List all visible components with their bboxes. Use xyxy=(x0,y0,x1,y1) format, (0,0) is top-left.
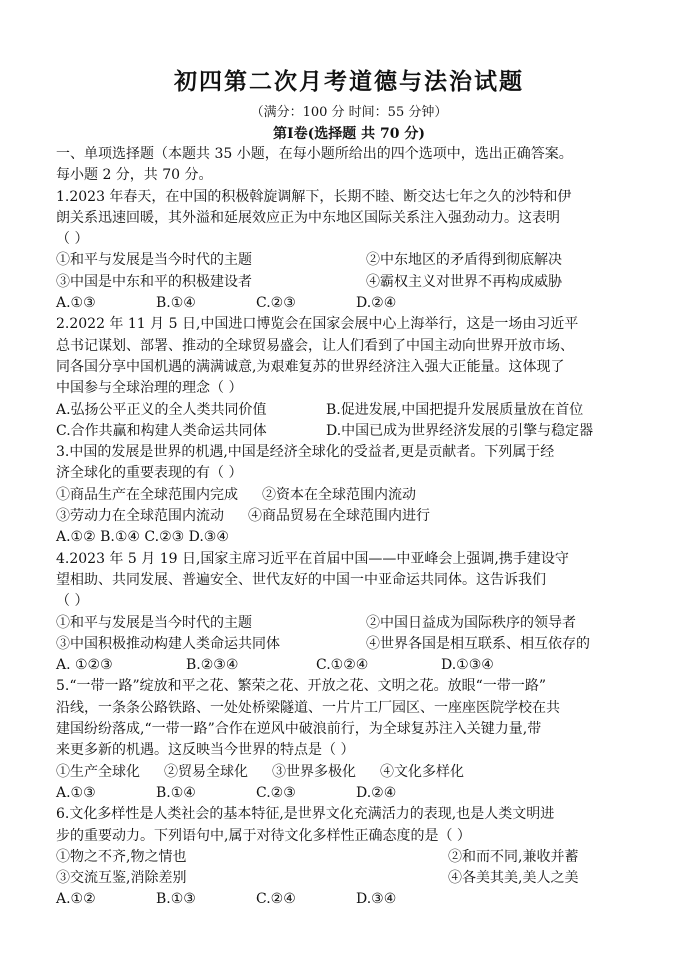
option-row xyxy=(56,613,642,634)
question-stem: 2.2022 年 11 月 5 日,中国进口博览会在国家会展中心上海举行，这是一场由习近平 xyxy=(56,316,579,333)
question-4 xyxy=(56,549,642,677)
option-row xyxy=(56,485,642,506)
option-row xyxy=(56,272,642,293)
question-stem: 朗关系迅速回暖，其外溢和延展效应正为中东地区国际关系注入强劲动力。这表明 xyxy=(56,209,560,226)
option: ①商品生产在全球范围内完成 xyxy=(56,486,238,503)
question-stem: 步的重要动力。下列语句中,属于对待文化多样性正确态度的是（ ） xyxy=(56,827,471,844)
option: ③交流互鉴,消除差别 xyxy=(56,870,187,887)
question-stem: 望相助、共同发展、普遍安全、世代友好的中国一中亚命运共同体。这告诉我们 xyxy=(56,571,546,588)
option: ①生产全球化 xyxy=(56,763,140,780)
option: ②中东地区的矛盾得到彻底解决 xyxy=(366,252,562,269)
answer-choice: B.①③ xyxy=(156,891,196,908)
option: ④文化多样化 xyxy=(380,763,464,780)
question-stem: 3.中国的发展是世界的机遇,中国是经济全球化的受益者,更是贡献者。下列属于经 xyxy=(56,444,555,461)
option-row xyxy=(56,506,642,527)
answer-choice: C.合作共赢和构建人类命运共同体 xyxy=(56,422,267,439)
exam-info: （满分：100 分 时间：55 分钟） xyxy=(250,105,448,120)
answer-choice: A.弘扬公平正义的全人类共同价值 xyxy=(56,401,267,418)
answer-choice: D.中国已成为世界经济发展的引擎与稳定器 xyxy=(326,422,594,439)
answer-choice: D.②④ xyxy=(356,784,397,801)
option-row xyxy=(56,634,642,655)
option: ①和平与发展是当今时代的主题 xyxy=(56,252,252,269)
option: ④霸权主义对世界不再构成威胁 xyxy=(366,273,562,290)
answer-choice: B.①④ xyxy=(156,784,196,801)
answer-choice: D.②④ xyxy=(356,295,397,312)
question-stem: 1.2023 年春天，在中国的积极斡旋调解下，长期不睦、断交达七年之久的沙特和伊 xyxy=(56,188,572,205)
option: ④世界各国是相互联系、相互依存的 xyxy=(366,635,590,652)
question-stem: 总书记谋划、部署、推动的全球贸易盛会，让人们看到了中国主动向世界开放市场、 xyxy=(56,337,574,354)
answer-choice: D.③④ xyxy=(356,891,397,908)
answer-choice: A. ①②③ xyxy=(56,657,113,674)
option: ③劳动力在全球范围内流动 xyxy=(56,508,224,525)
answer-choice: C.①②④ xyxy=(316,657,369,674)
answer-choice: B.①④ xyxy=(156,295,196,312)
question-stem: （ ） xyxy=(56,231,89,248)
instruction-line: 一、单项选择题（本题共 35 小题，在每小题所给出的四个选项中，选出正确答案。 xyxy=(56,146,573,162)
question-stem: 5.“一带一路”绽放和平之花、繁荣之花、开放之花、文明之花。放眼“一带一路” xyxy=(56,678,546,695)
question-stem: 同各国分享中国机遇的满满诚意,为艰难复苏的世界经济注入强大正能量。这体现了 xyxy=(56,358,565,375)
question-stem: 4.2023 年 5 月 19 日,国家主席习近平在首届中国——中亚峰会上强调,携手建设守 xyxy=(56,550,569,567)
answer-choice: C.②③ xyxy=(256,784,296,801)
instruction-line: 每小题 2 分，共 70 分。 xyxy=(56,167,213,184)
answer-choice: A.①③ xyxy=(56,784,96,801)
option-row xyxy=(56,868,642,889)
option: ③世界多极化 xyxy=(272,763,356,780)
question-6 xyxy=(56,804,642,910)
option: ④各美其美,美人之美 xyxy=(448,870,579,887)
option: ②和而不同,兼收并蓄 xyxy=(448,848,579,865)
answer-row xyxy=(56,421,642,442)
option-row xyxy=(56,762,642,783)
answer-row xyxy=(56,293,642,314)
answer-choice: D.①③④ xyxy=(441,657,494,674)
question-stem: 沿线，一条条公路铁路、一处处桥梁隧道、一片片工厂园区、一座座医院学校在共 xyxy=(56,699,560,716)
answer-choice: B.促进发展,中国把提升发展质量放在首位 xyxy=(326,401,584,418)
question-stem: （ ） xyxy=(56,593,89,610)
answer-row: A.①② B.①④ C.②③ D.③④ xyxy=(56,529,229,546)
option-row xyxy=(56,847,642,868)
option: ②中国日益成为国际秩序的领导者 xyxy=(366,614,576,631)
answer-row xyxy=(56,655,642,676)
answer-choice: B.②③④ xyxy=(186,657,239,674)
option: ②贸易全球化 xyxy=(164,763,248,780)
question-stem: 中国参与全球治理的理念（ ） xyxy=(56,380,243,397)
answer-choice: A.①② xyxy=(56,891,96,908)
section-heading: 第Ⅰ卷(选择题 共 70 分) xyxy=(273,126,425,142)
question-3 xyxy=(56,442,642,548)
question-stem: 6.文化多样性是人类社会的基本特征,是世界文化充满活力的表现,也是人类文明进 xyxy=(56,806,555,823)
answer-row xyxy=(56,889,642,910)
option: ③中国是中东和平的积极建设者 xyxy=(56,273,252,290)
option: ②资本在全球范围内流动 xyxy=(262,486,416,503)
answer-choice: A.①③ xyxy=(56,295,96,312)
page-title: 初四第二次月考道德与法治试题 xyxy=(174,69,524,95)
answer-choice: C.②③ xyxy=(256,295,296,312)
question-1 xyxy=(56,187,642,315)
answer-row xyxy=(56,783,642,804)
option: ①物之不齐,物之情也 xyxy=(56,848,187,865)
question-stem: 济全球化的重要表现的有（ ） xyxy=(56,465,243,482)
question-5 xyxy=(56,676,642,804)
option: ①和平与发展是当今时代的主题 xyxy=(56,614,252,631)
answer-choice: C.②④ xyxy=(256,891,296,908)
option: ④商品贸易在全球范围内进行 xyxy=(248,508,430,525)
question-stem: 来更多新的机遇。这反映当今世界的特点是（ ） xyxy=(56,742,355,759)
question-stem: 建国纷纷落成,“一带一路”合作在逆风中破浪前行，为全球复苏注入关键力量,带 xyxy=(56,721,542,738)
option: ③中国积极推动构建人类命运共同体 xyxy=(56,635,280,652)
option-row xyxy=(56,250,642,271)
question-2 xyxy=(56,314,642,442)
answer-row xyxy=(56,400,642,421)
